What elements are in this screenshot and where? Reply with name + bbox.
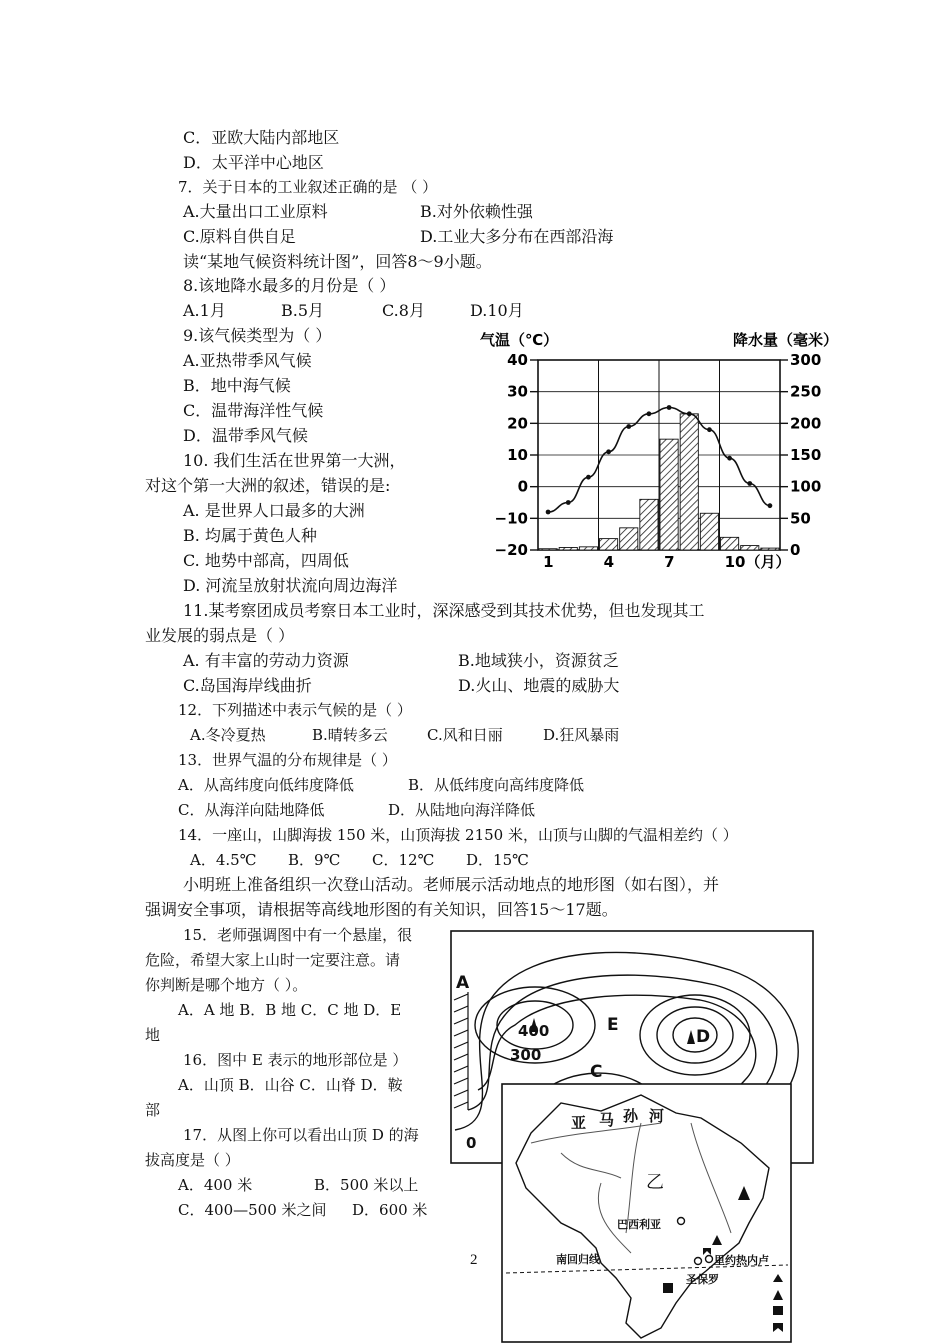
temperature-point: [626, 424, 631, 429]
q9-option-d: D．温带季风气候: [183, 426, 308, 445]
temperature-point: [546, 510, 551, 515]
q10-option-b: B. 均属于黄色人种: [183, 526, 317, 545]
chart-grid: [538, 360, 780, 550]
temperature-point: [667, 405, 672, 410]
q6-option-c: C．亚欧大陆内部地区: [183, 128, 340, 147]
q13-option-a: A．从高纬度向低纬度降低: [178, 776, 354, 794]
label-sao-paulo: 圣保罗: [686, 1273, 719, 1286]
q16-stem: 16．图中 E 表示的地形部位是 ）: [183, 1051, 408, 1069]
temperature-point: [586, 475, 591, 480]
month-tick-label: 1: [543, 553, 554, 570]
q14-option-a: A．4.5℃: [190, 851, 257, 869]
q13-stem: 13．世界气温的分布规律是（ ）: [178, 751, 397, 769]
temperature-tick-label: −10: [494, 509, 528, 528]
precipitation-bar: [539, 549, 557, 550]
q16-options: A．山顶 B．山谷 C．山脊 D．鞍: [178, 1076, 403, 1094]
precipitation-bar: [640, 499, 658, 550]
q10-stem-2: 对这个第一大洲的叙述，错误的是:: [145, 476, 391, 495]
label-400: 400: [518, 1022, 550, 1040]
precipitation-bar: [761, 548, 779, 550]
q10-option-c: C. 地势中部高，四周低: [183, 551, 349, 570]
temperature-point: [647, 411, 652, 416]
label-c: C: [590, 1062, 603, 1082]
label-e: E: [607, 1015, 619, 1035]
q17-stem-1: 17．从图上你可以看出山顶 D 的海: [183, 1126, 419, 1144]
precipitation-tick-label: 100: [790, 477, 822, 496]
q10-option-d: D. 河流呈放射状流向周边海洋: [183, 576, 398, 595]
month-tick-label: 4: [603, 553, 615, 570]
temperature-point: [768, 503, 773, 508]
q13-option-d: D．从陆地向海洋降低: [388, 801, 536, 819]
precipitation-bar: [660, 439, 678, 550]
temperature-point: [606, 449, 611, 454]
q15-17-intro-2: 强调安全事项，请根据等高线地形图的有关知识，回答15～17题。: [145, 900, 618, 919]
q15-stem-2: 危险，希望大家上山时一定要注意。请: [145, 951, 401, 969]
q16-options-wrap: 部: [145, 1101, 161, 1119]
precipitation-tick-label: 0: [790, 541, 801, 559]
q11-option-d: D.火山、地震的威胁大: [458, 676, 620, 695]
q14-option-d: D．15℃: [466, 851, 529, 869]
precipitation-bar: [741, 546, 759, 550]
q9-stem: 9.该气候类型为（ ）: [183, 326, 332, 345]
q17-option-b: B．500 米以上: [314, 1176, 419, 1194]
q14-stem: 14．一座山，山脚海拔 150 米，山顶海拔 2150 米，山顶与山脚的气温相差约（ ）: [178, 826, 738, 844]
label-tropic: 南回归线: [556, 1253, 600, 1266]
page-number: 2: [470, 1252, 478, 1268]
temperature-tick-label: 20: [507, 414, 528, 433]
q8-option-c: C.8月: [382, 301, 425, 320]
q11-stem-1: 11.某考察团成员考察日本工业时，深深感受到其技术优势，但也发现其工: [183, 601, 705, 620]
precipitation-bar: [721, 537, 739, 550]
temperature-point: [566, 500, 571, 505]
q14-option-b: B．9℃: [288, 851, 341, 869]
climate-chart: [478, 330, 848, 570]
square-symbol-icon: [663, 1283, 673, 1293]
label-sun: 孙: [623, 1107, 639, 1125]
q15-17-intro-1: 小明班上准备组织一次登山活动。老师展示活动地点的地形图（如右图），并: [183, 875, 720, 894]
temperature-point: [747, 481, 752, 486]
q9-option-b: B．地中海气候: [183, 376, 291, 395]
q7-option-d: D.工业大多分布在西部沿海: [420, 227, 614, 246]
q12-stem: 12．下列描述中表示气候的是（ ）: [178, 701, 412, 719]
q7-option-c: C.原料自供自足: [183, 227, 296, 246]
q12-option-a: A.冬冷夏热: [190, 726, 266, 744]
temperature-tick-label: 40: [507, 351, 528, 369]
q17-option-a: A．400 米: [178, 1176, 253, 1194]
q7-stem: 7．关于日本的工业叙述正确的是 （ ）: [178, 178, 438, 196]
q11-option-b: B.地域狭小，资源贫乏: [458, 651, 619, 670]
label-d: D: [696, 1027, 711, 1047]
precipitation-bar: [680, 414, 698, 550]
label-rio: 里约热内卢: [714, 1254, 769, 1267]
month-tick-label: 10（月）: [724, 553, 791, 570]
temperature-tick-label: −20: [494, 541, 528, 559]
q8-option-b: B.5月: [281, 301, 325, 320]
label-yi: 乙: [646, 1172, 664, 1193]
q8-9-intro: 读“某地气候资料统计图”，回答8～9小题。: [183, 252, 492, 271]
q12-option-d: D.狂风暴雨: [543, 726, 620, 744]
precipitation-tick-label: 50: [790, 509, 811, 528]
q13-option-c: C．从海洋向陆地降低: [178, 801, 325, 819]
q14-option-c: C．12℃: [372, 851, 435, 869]
label-0: 0: [466, 1134, 477, 1152]
q7-option-b: B.对外依赖性强: [420, 202, 533, 221]
temperature-point: [707, 427, 712, 432]
q9-option-c: C．温带海洋性气候: [183, 401, 324, 420]
brazil-map: [501, 1083, 793, 1344]
q11-option-a: A. 有丰富的劳动力资源: [183, 651, 349, 670]
label-a: A: [456, 973, 470, 993]
q11-option-c: C.岛国海岸线曲折: [183, 676, 312, 695]
month-tick-label: 7: [664, 553, 675, 570]
precipitation-axis-title: 降水量（毫米）: [732, 331, 838, 349]
precipitation-bar: [559, 547, 577, 550]
q10-option-a: A. 是世界人口最多的大洲: [183, 501, 365, 520]
precipitation-bar: [579, 547, 597, 550]
q10-stem-1: 10. 我们生活在世界第一大洲，: [183, 451, 406, 470]
temperature-tick-label: 30: [507, 382, 528, 401]
q12-option-c: C.风和日丽: [427, 726, 503, 744]
q8-stem: 8.该地降水最多的月份是（ ）: [183, 276, 396, 295]
q7-option-a: A.大量出口工业原料: [183, 202, 328, 221]
q6-option-d: D．太平洋中心地区: [183, 153, 324, 172]
q15-options-wrap: 地: [145, 1026, 161, 1044]
label-ya: 亚: [571, 1114, 587, 1132]
q15-options: A．A 地 B．B 地 C．C 地 D．E: [178, 1001, 402, 1019]
precipitation-bar: [620, 528, 638, 550]
temperature-tick-label: 10: [507, 446, 528, 464]
label-brasilia: 巴西利亚: [617, 1218, 661, 1231]
precipitation-bar: [600, 539, 618, 550]
q12-option-b: B.晴转多云: [312, 726, 388, 744]
q15-stem-3: 你判断是哪个地方（ ）。: [145, 976, 308, 994]
q9-option-a: A.亚热带季风气候: [183, 351, 312, 370]
q15-stem-1: 15．老师强调图中有一个悬崖，很: [183, 926, 413, 944]
q13-option-b: B．从低纬度向高纬度降低: [408, 776, 585, 794]
precipitation-tick-label: 250: [790, 382, 822, 401]
temperature-axis-title: 气温（℃）: [480, 331, 559, 349]
precipitation-tick-label: 150: [790, 446, 822, 464]
temperature-point: [687, 411, 692, 416]
q17-stem-2: 拔高度是（ ）: [145, 1151, 240, 1169]
precipitation-bar: [700, 513, 718, 550]
label-he: 河: [649, 1107, 665, 1125]
q11-stem-2: 业发展的弱点是（ ）: [145, 626, 295, 645]
precipitation-tick-label: 200: [790, 414, 822, 433]
temperature-point: [727, 456, 732, 461]
q8-option-a: A.1月: [183, 301, 226, 320]
precipitation-tick-label: 300: [790, 351, 822, 369]
label-ma: 马: [599, 1111, 615, 1129]
temperature-tick-label: 0: [517, 477, 528, 496]
q17-option-d: D．600 米: [352, 1201, 428, 1219]
q8-option-d: D.10月: [470, 301, 524, 320]
q17-option-c: C．400—500 米之间: [178, 1201, 327, 1219]
label-300: 300: [510, 1046, 542, 1064]
